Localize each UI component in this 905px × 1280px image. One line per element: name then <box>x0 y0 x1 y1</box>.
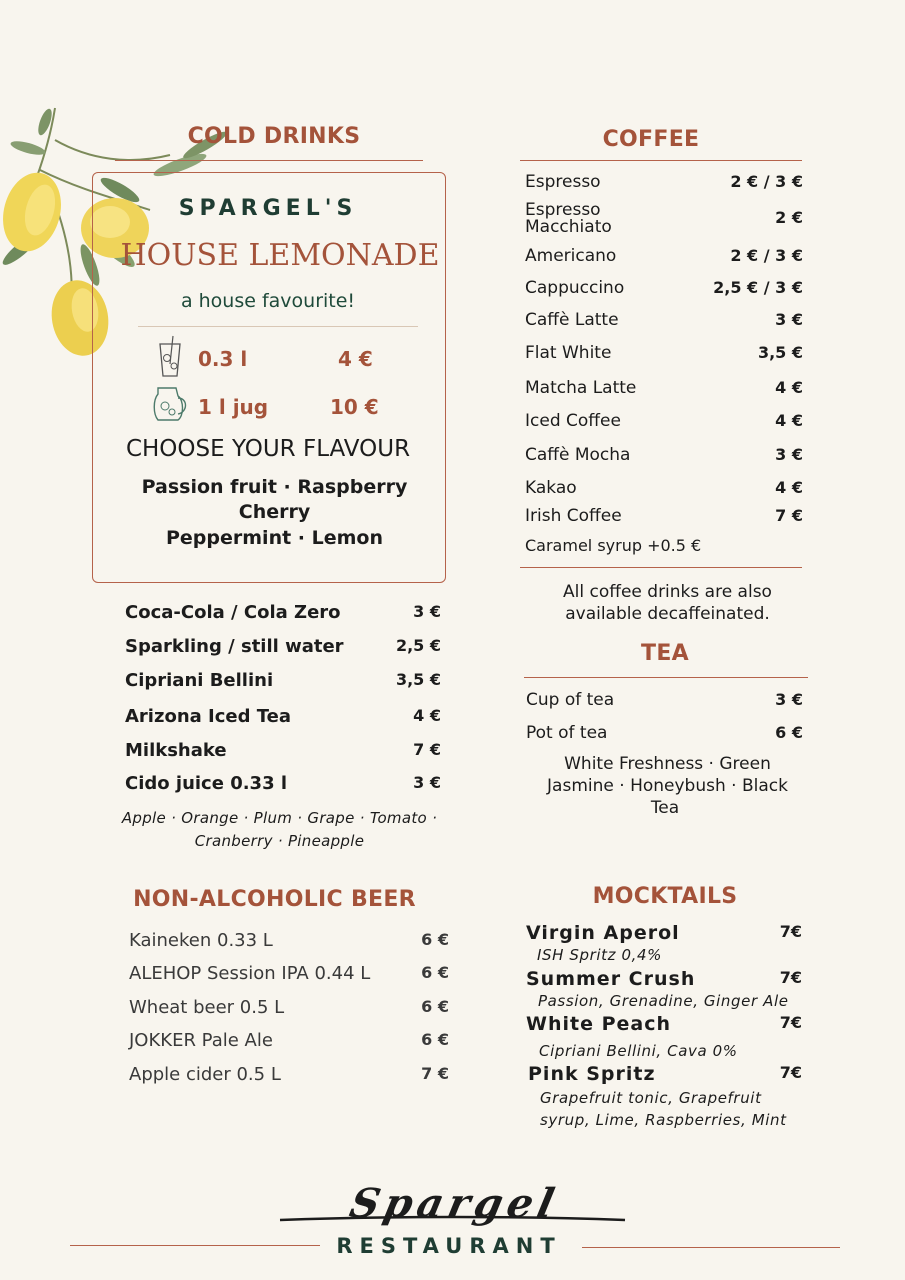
item-name: Cido juice 0.33 l <box>125 773 288 794</box>
lemonade-price-jug: 10 € <box>330 395 379 419</box>
coffee-row <box>525 378 803 398</box>
coffee-rule <box>520 160 802 161</box>
mocktails-title: MOCKTAILS <box>592 884 738 909</box>
item-name: Cup of tea <box>526 690 615 710</box>
jug-icon <box>150 382 192 424</box>
item-price: 4 € <box>775 378 803 397</box>
juice-flavours-line-1: Apple · Orange · Plum · Grape · Tomato · <box>121 809 438 827</box>
item-price: 7€ <box>779 968 802 987</box>
mocktail-row <box>526 922 802 944</box>
item-price: 2,5 € <box>395 636 441 655</box>
cold-drink-row <box>125 740 441 761</box>
tea-varieties-line-3: Tea <box>650 798 680 818</box>
mocktail-desc: Passion, Grenadine, Ginger Ale <box>538 992 789 1010</box>
coffee-bottom-rule <box>520 567 802 568</box>
beer-row <box>129 930 449 951</box>
item-name: Pot of tea <box>526 723 608 743</box>
coffee-row <box>525 445 803 465</box>
item-name: Americano <box>525 246 617 266</box>
item-name: Kaineken 0.33 L <box>129 930 273 951</box>
item-price: 6 € <box>421 930 449 949</box>
item-price: 7€ <box>779 922 802 941</box>
item-name: Summer Crush <box>526 968 696 990</box>
item-name: Cappuccino <box>525 278 625 298</box>
item-price: 3 € <box>775 310 803 329</box>
item-price: 2 € / 3 € <box>730 246 803 265</box>
flavour-line-2: Cherry <box>238 501 311 523</box>
coffee-row <box>525 506 803 526</box>
item-name: Arizona Iced Tea <box>125 706 292 727</box>
item-price: 4 € <box>775 478 803 497</box>
item-name: Cipriani Bellini <box>125 670 274 691</box>
item-price: 2,5 € / 3 € <box>713 278 803 297</box>
item-name: Caffè Latte <box>525 310 619 330</box>
lemonade-divider <box>138 326 418 327</box>
beer-row <box>129 963 449 984</box>
tea-varieties-line-2: Jasmine · Honeybush · Black <box>547 776 788 796</box>
item-name: Flat White <box>525 343 612 363</box>
cold-drink-row <box>125 670 441 691</box>
coffee-row <box>525 202 803 236</box>
item-name: Irish Coffee <box>525 506 622 526</box>
item-price: 6 € <box>421 997 449 1016</box>
mocktail-desc-line-1: Grapefruit tonic, Grapefruit <box>540 1089 762 1107</box>
juice-flavours-line-2: Cranberry · Pineapple <box>194 832 365 850</box>
item-price: 6 € <box>421 963 449 982</box>
lemonade-price-small: 4 € <box>338 347 373 371</box>
item-name: Matcha Latte <box>525 378 637 398</box>
mocktail-desc: ISH Spritz 0,4% <box>537 946 663 964</box>
cold-drink-row <box>125 706 441 727</box>
cold-drink-row <box>125 773 441 794</box>
item-price: 7 € <box>421 1064 449 1083</box>
mocktail-row <box>526 1013 802 1035</box>
item-price: 6 € <box>421 1030 449 1049</box>
item-price: 7€ <box>779 1013 802 1032</box>
coffee-row <box>525 411 803 431</box>
item-price: 2 € <box>775 208 803 227</box>
beer-row <box>129 997 449 1018</box>
item-name: ALEHOP Session IPA 0.44 L <box>129 963 371 984</box>
item-price: 7 € <box>413 740 441 759</box>
lemonade-name: HOUSE LEMONADE <box>120 238 440 273</box>
cold-drinks-title: COLD DRINKS <box>187 124 361 149</box>
item-name: Pink Spritz <box>528 1063 656 1085</box>
beer-title: NON-ALCOHOLIC BEER <box>133 887 416 912</box>
item-price: 4 € <box>413 706 441 725</box>
item-price: 3,5 € <box>757 343 803 362</box>
mocktail-row <box>526 968 802 990</box>
item-price: 2 € / 3 € <box>730 172 803 191</box>
lemonade-brand: SPARGEL'S <box>178 196 358 221</box>
coffee-title: COFFEE <box>602 127 700 152</box>
footer-rule-left <box>70 1245 320 1246</box>
item-name: Milkshake <box>125 740 227 761</box>
lemonade-size-jug: 1 l jug <box>198 395 269 419</box>
item-price: 3 € <box>413 773 441 792</box>
coffee-row <box>525 310 803 330</box>
beer-row <box>129 1064 449 1085</box>
caramel-syrup-note: Caramel syrup +0.5 € <box>525 536 702 555</box>
item-name: Iced Coffee <box>525 411 621 431</box>
item-price: 3,5 € <box>395 670 441 689</box>
cold-drinks-rule <box>115 160 423 161</box>
item-price: 7 € <box>775 506 803 525</box>
item-name: Caffè Mocha <box>525 445 631 465</box>
coffee-row <box>525 343 803 363</box>
footer-logo-word: RESTAURANT <box>336 1234 562 1258</box>
tea-row <box>526 723 803 743</box>
coffee-row <box>525 478 803 498</box>
tea-rule <box>524 677 808 678</box>
item-price: 3 € <box>775 445 803 464</box>
item-name: Apple cider 0.5 L <box>129 1064 281 1085</box>
cold-drink-row <box>125 602 441 623</box>
item-price: 4 € <box>775 411 803 430</box>
coffee-row <box>525 172 803 192</box>
lemonade-size-small: 0.3 l <box>198 347 248 371</box>
item-name: Kakao <box>525 478 577 498</box>
tea-row <box>526 690 803 710</box>
mocktail-row <box>528 1063 802 1085</box>
decaf-note-line-1: All coffee drinks are also <box>563 582 772 602</box>
item-name: Espresso Macchiato <box>525 200 612 237</box>
cold-drink-row <box>125 636 441 657</box>
beer-row <box>129 1030 449 1051</box>
item-price: 3 € <box>413 602 441 621</box>
item-name: White Peach <box>526 1013 672 1035</box>
flavour-heading: CHOOSE YOUR FLAVOUR <box>125 436 411 462</box>
footer-logo-script: Spargel <box>345 1180 564 1227</box>
item-price: 3 € <box>775 690 803 709</box>
lemonade-tagline: a house favourite! <box>180 290 356 312</box>
mocktail-desc: Cipriani Bellini, Cava 0% <box>539 1042 738 1060</box>
item-name: JOKKER Pale Ale <box>129 1030 273 1051</box>
item-price: 6 € <box>775 723 803 742</box>
coffee-row <box>525 278 803 298</box>
item-name: Virgin Aperol <box>526 922 680 944</box>
item-name: Espresso <box>525 172 601 192</box>
tea-title: TEA <box>641 641 689 666</box>
flavour-line-3: Peppermint · Lemon <box>165 527 383 549</box>
footer-rule-right <box>582 1247 840 1248</box>
item-name: Sparkling / still water <box>125 636 344 657</box>
coffee-row <box>525 246 803 266</box>
flavour-line-1: Passion fruit · Raspberry <box>141 476 408 498</box>
decaf-note-line-2: available decaffeinated. <box>565 604 770 624</box>
item-price: 7€ <box>779 1063 802 1082</box>
item-name: Coca-Cola / Cola Zero <box>125 602 341 623</box>
item-name: Wheat beer 0.5 L <box>129 997 285 1018</box>
mocktail-desc-line-2: syrup, Lime, Raspberries, Mint <box>540 1111 787 1129</box>
tea-varieties-line-1: White Freshness · Green <box>564 754 771 774</box>
glass-icon <box>156 334 184 378</box>
